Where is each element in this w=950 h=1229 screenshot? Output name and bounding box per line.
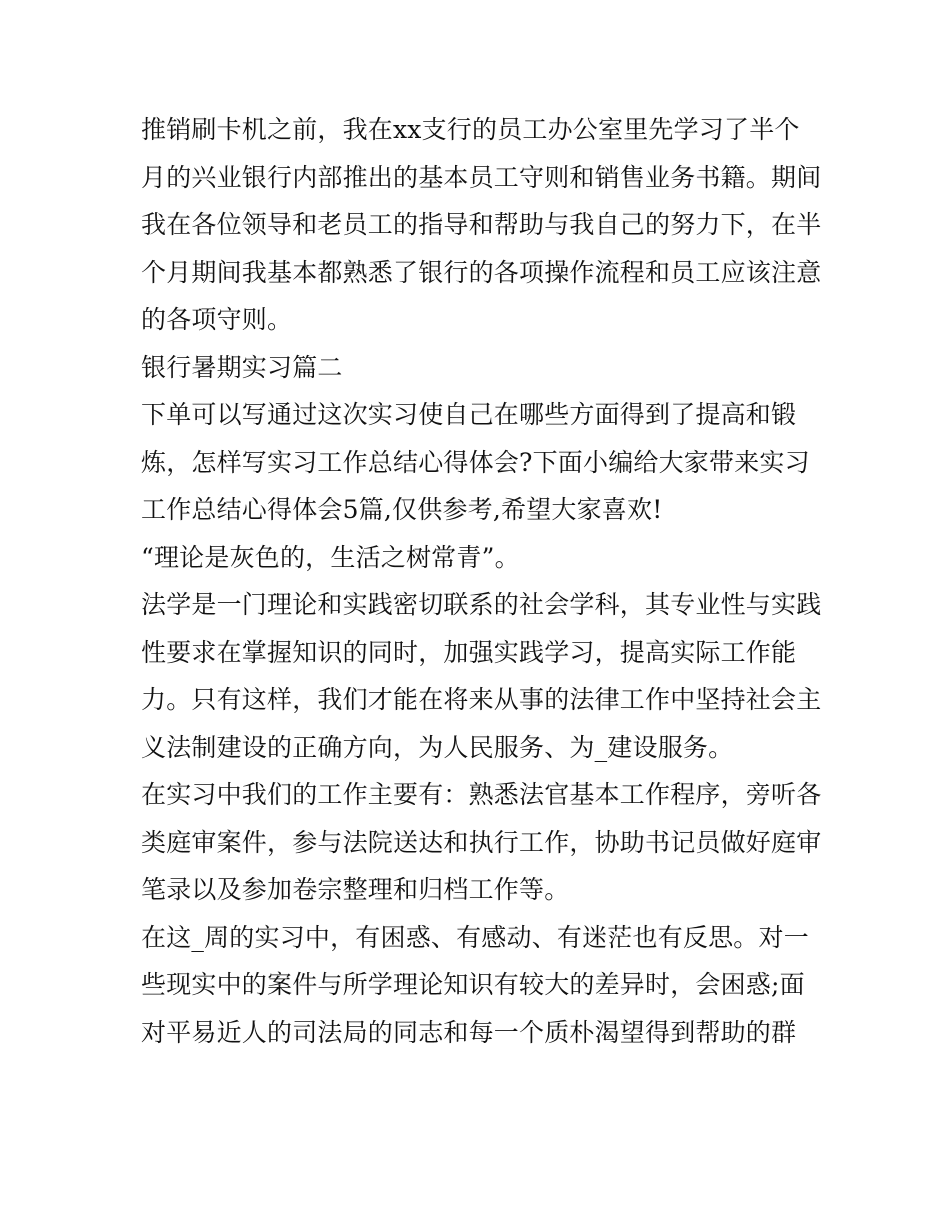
text-line: 在这_周的实习中，有困惑、有感动、有迷茫也有反思。对一: [141, 922, 809, 952]
section-heading: 银行暑期实习篇二: [141, 352, 343, 382]
text-line: 月的兴业银行内部推出的基本员工守则和销售业务书籍。期间: [141, 162, 822, 192]
text-line: 性要求在掌握知识的同时，加强实践学习，提高实际工作能: [141, 637, 797, 667]
text-line: 推销刷卡机之前，我在xx支行的员工办公室里先学习了半个: [141, 115, 800, 144]
text-line: 义法制建设的正确方向，为人民服务、为_建设服务。: [141, 732, 734, 762]
text-line: 我在各位领导和老员工的指导和帮助与我自己的努力下，在半: [141, 210, 822, 239]
text-line: 些现实中的案件与所学理论知识有较大的差异时，会困惑;面: [141, 970, 805, 999]
text-line: 个月期间我基本都熟悉了银行的各项操作流程和员工应该注意: [141, 257, 822, 287]
text-line: 的各项守则。: [141, 305, 293, 334]
text-line: 在实习中我们的工作主要有：熟悉法官基本工作程序，旁听各: [141, 780, 822, 809]
text-line: 类庭审案件，参与法院送达和执行工作，协助书记员做好庭审: [141, 827, 822, 857]
document-body: [141, 106, 821, 1056]
text-line: 工作总结心得体会5篇,仅供参考,希望大家喜欢!: [141, 495, 663, 524]
text-line: 下单可以写通过这次实习使自己在哪些方面得到了提高和锻: [141, 400, 797, 429]
quote-line: “理论是灰色的，生活之树常青”。: [141, 542, 520, 572]
text-line: 炼，怎样写实习工作总结心得体会?下面小编给大家带来实习: [141, 447, 810, 477]
text-line: 笔录以及参加卷宗整理和归档工作等。: [141, 875, 570, 904]
text-line: 对平易近人的司法局的同志和每一个质朴渴望得到帮助的群: [141, 1017, 797, 1047]
text-line: 力。只有这样，我们才能在将来从事的法律工作中坚持社会主: [141, 685, 822, 714]
text-line: 法学是一门理论和实践密切联系的社会学科，其专业性与实践: [141, 590, 822, 619]
